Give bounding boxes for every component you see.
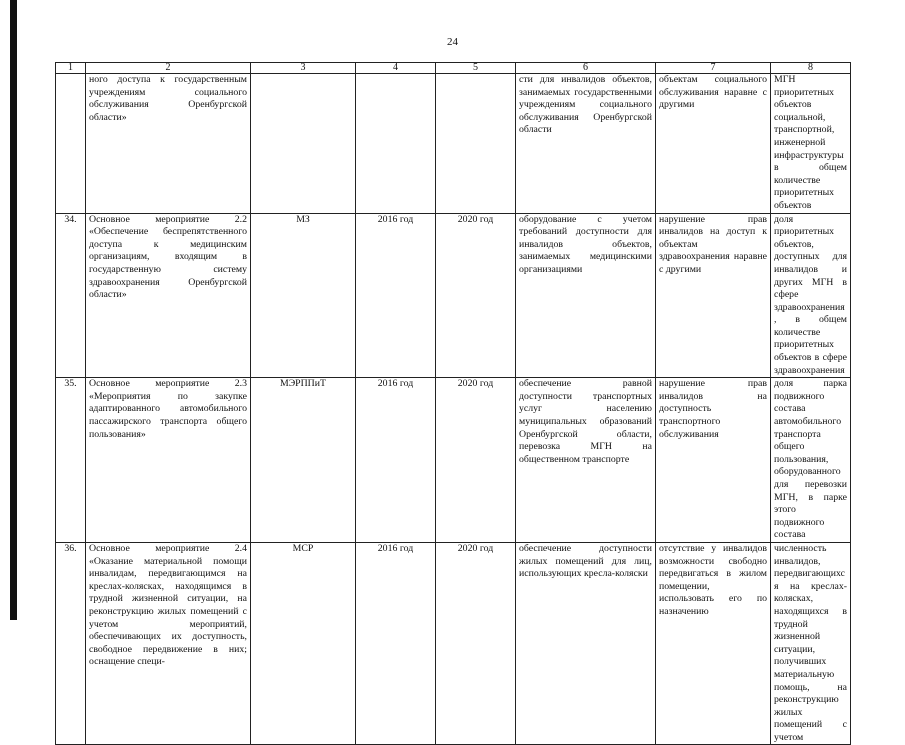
indicator: МГН приоритетных объектов социальной, транспортной, инженерной инфраструктуры в общем количестве приоритетных объектов [771,74,851,214]
end-year: 2020 год [436,213,516,378]
non-implementation-consequence: нарушение прав инвалидов на доступ к объектам здравоохранения наравне с другими [656,213,771,378]
indicator: доля приоритетных объектов, доступных для инвалидов и других МГН в сфере здравоохранения, в общем количестве приоритетных объектов в сфере здравоохранения [771,213,851,378]
executor: МЗ [251,213,356,378]
measures-table [55,62,851,745]
non-implementation-consequence: отсутствие у инвалидов возможности свободно передвигаться в жилом помещении, использовать его по назначению [656,542,771,745]
column-header: 6 [516,63,656,74]
row-number: 36. [56,542,86,745]
binding-strip [10,0,17,620]
measure-name: Основное мероприятие 2.3 «Мероприятия по закупке адаптированного автомобильного пассажирского транспорта общего пользования» [86,378,251,543]
column-header: 8 [771,63,851,74]
non-implementation-consequence: нарушение прав инвалидов на доступность транспортного обслуживания [656,378,771,543]
measure-name: Основное мероприятие 2.2 «Обеспечение беспрепятственного доступа к медицинским организациям, входящим в государственную систему здравоохранения Оренбургской области» [86,213,251,378]
table-row [56,542,851,745]
indicator: численность инвалидов, передвигающихся на креслах-колясках, находящихся в трудной жизненной ситуации, получивших материальную помощь, на реконструкцию жилых помещений с учетом [771,542,851,745]
column-header: 7 [656,63,771,74]
measure-name: Основное мероприятие 2.4 «Оказание материальной помощи инвалидам, передвигающимся на креслах-колясках, находящимся в трудной жизненной ситуации, на реконструкцию жилых помещений с учетом мероприятий, обеспечивающих их доступность, свободное передвижение в них; оснащение специ- [86,542,251,745]
expected-result: оборудование с учетом требований доступности для инвалидов объектов, занимаемых медицинскими организациями [516,213,656,378]
start-year: 2016 год [356,213,436,378]
table-row [56,213,851,378]
column-header: 2 [86,63,251,74]
non-implementation-consequence: объектам социального обслуживания наравне с другими [656,74,771,214]
start-year [356,74,436,214]
table-row [56,378,851,543]
column-header: 1 [56,63,86,74]
start-year: 2016 год [356,378,436,543]
column-header: 4 [356,63,436,74]
executor [251,74,356,214]
row-number: 35. [56,378,86,543]
column-header: 5 [436,63,516,74]
expected-result: обеспечение доступности жилых помещений для лиц, использующих кресла-коляски [516,542,656,745]
executor: МЭРППиТ [251,378,356,543]
measure-name: ного доступа к государственным учреждениям социального обслуживания Оренбургской области» [86,74,251,214]
expected-result: сти для инвалидов объектов, занимаемых государственными учреждениям социального обслуживания Оренбургской области [516,74,656,214]
executor: МСР [251,542,356,745]
indicator: доля парка подвижного состава автомобильного транспорта общего пользования, оборудованного для перевозки МГН, в парке этого подвижного состава [771,378,851,543]
end-year: 2020 год [436,378,516,543]
expected-result: обеспечение равной доступности транспортных услуг населению муниципальных образований Оренбургской области, перевозка МГН на общественном транспорте [516,378,656,543]
start-year: 2016 год [356,542,436,745]
end-year: 2020 год [436,542,516,745]
column-number-row [56,63,851,74]
end-year [436,74,516,214]
row-number: 34. [56,213,86,378]
page-number: 24 [447,36,458,48]
row-number [56,74,86,214]
column-header: 3 [251,63,356,74]
table-row [56,74,851,214]
